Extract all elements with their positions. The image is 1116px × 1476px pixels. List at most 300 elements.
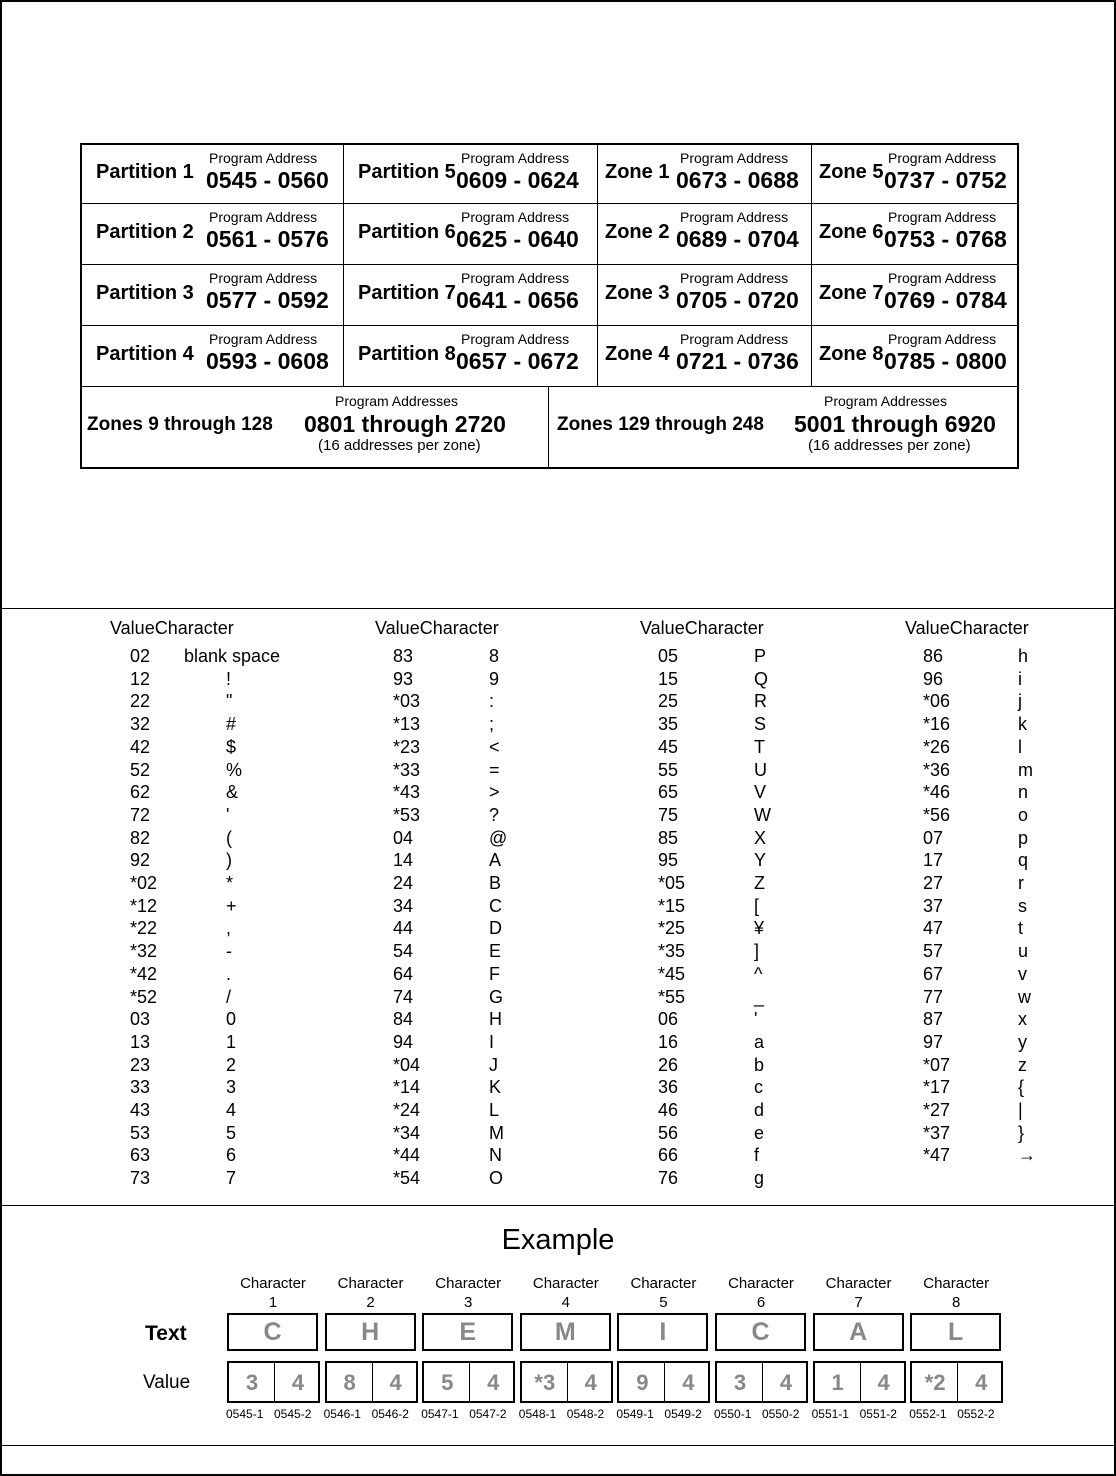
example-text-box: E bbox=[422, 1313, 513, 1351]
char-value: 56 bbox=[658, 1122, 679, 1143]
example-address-2: 0550-2 bbox=[762, 1407, 800, 1421]
char-value: 22 bbox=[130, 691, 151, 712]
char-table-row bbox=[0, 1123, 1116, 1146]
address-cell-label: Program Address bbox=[209, 150, 318, 166]
example-address-2: 0552-2 bbox=[957, 1407, 995, 1421]
char-table-row bbox=[0, 873, 1116, 896]
char-value: 57 bbox=[923, 941, 944, 962]
address-wide-label: Program Addresses bbox=[824, 393, 947, 409]
example-char-number: 1 bbox=[268, 1294, 278, 1311]
address-cell-name: Zone 4 bbox=[605, 342, 670, 365]
char-table-row bbox=[0, 850, 1116, 873]
char-value: 77 bbox=[923, 986, 944, 1007]
char-glyph: D bbox=[489, 918, 502, 939]
example-text-label: Text bbox=[145, 1322, 187, 1345]
example-value-digit-1: *3 bbox=[534, 1370, 556, 1395]
char-table-row bbox=[0, 896, 1116, 919]
example-char-number: 6 bbox=[756, 1294, 766, 1311]
char-value: 02 bbox=[130, 646, 151, 666]
address-cell-range: 0769 - 0784 bbox=[884, 287, 1007, 313]
char-glyph: u bbox=[1018, 941, 1029, 962]
example-value-box bbox=[715, 1361, 808, 1403]
example-address-1: 0546-1 bbox=[323, 1407, 361, 1421]
char-glyph: w bbox=[1018, 986, 1031, 1007]
char-glyph: J bbox=[489, 1054, 498, 1075]
char-glyph: ; bbox=[489, 714, 495, 735]
char-table-row bbox=[0, 918, 1116, 941]
example-value-digit-2: 4 bbox=[487, 1370, 500, 1395]
char-table-row bbox=[0, 941, 1116, 964]
char-glyph: T bbox=[754, 736, 765, 757]
example-value-box bbox=[910, 1361, 1003, 1403]
char-value: 82 bbox=[130, 827, 151, 848]
example-value-digit-1: 3 bbox=[733, 1370, 747, 1395]
example-value-digit-2: 4 bbox=[584, 1370, 597, 1395]
char-value: *02 bbox=[130, 873, 158, 893]
example-value-digit-2: 4 bbox=[975, 1370, 988, 1395]
char-glyph: → bbox=[1018, 1145, 1036, 1166]
address-cell-label: Program Address bbox=[888, 331, 997, 347]
example-value-box bbox=[617, 1361, 710, 1403]
char-value: *35 bbox=[658, 941, 686, 962]
char-value: 75 bbox=[658, 804, 679, 825]
char-glyph: j bbox=[1018, 691, 1022, 712]
char-glyph: P bbox=[754, 646, 767, 666]
char-glyph: s bbox=[1018, 895, 1027, 916]
address-wide-label: Program Addresses bbox=[335, 393, 458, 409]
example-address-2: 0548-2 bbox=[566, 1407, 605, 1421]
char-glyph: 5 bbox=[226, 1122, 237, 1143]
example-char-label bbox=[813, 1274, 905, 1312]
char-value: 93 bbox=[393, 668, 414, 689]
char-value: 66 bbox=[658, 1145, 679, 1166]
address-cell bbox=[598, 265, 812, 326]
program-address-table bbox=[80, 143, 1019, 469]
char-glyph: Z bbox=[754, 873, 765, 893]
example-value-box bbox=[520, 1361, 613, 1403]
char-glyph: ( bbox=[226, 827, 232, 848]
divider-bottom bbox=[0, 1445, 1116, 1446]
address-cell-range: 0609 - 0624 bbox=[456, 167, 579, 193]
char-glyph: x bbox=[1018, 1009, 1027, 1030]
char-glyph: @ bbox=[489, 827, 508, 848]
example-address-1: 0551-1 bbox=[811, 1407, 849, 1421]
char-glyph: : bbox=[489, 691, 495, 712]
char-glyph: i bbox=[1018, 668, 1022, 689]
char-value: *23 bbox=[393, 736, 421, 757]
char-glyph: ¥ bbox=[754, 918, 765, 939]
address-cell-label: Program Address bbox=[461, 331, 570, 347]
char-table-row bbox=[0, 782, 1116, 805]
address-cell-name: Partition 8 bbox=[358, 342, 456, 365]
char-table-header: ValueCharacter bbox=[375, 618, 499, 638]
char-value: 14 bbox=[393, 850, 414, 871]
address-cell-range: 0721 - 0736 bbox=[676, 348, 799, 374]
char-glyph: # bbox=[226, 714, 237, 735]
char-value: 55 bbox=[658, 759, 679, 780]
address-cell-label: Program Address bbox=[680, 209, 789, 225]
example-value-label: Value bbox=[143, 1372, 191, 1393]
char-glyph: c bbox=[754, 1077, 763, 1098]
address-cell-label: Program Address bbox=[209, 270, 318, 286]
address-cell-label: Program Address bbox=[888, 209, 997, 225]
example-address-1: 0549-1 bbox=[616, 1407, 654, 1421]
char-value: 64 bbox=[393, 963, 414, 984]
char-glyph: blank space bbox=[184, 646, 281, 666]
char-glyph: V bbox=[754, 782, 767, 803]
divider-top bbox=[0, 608, 1116, 609]
char-value: *55 bbox=[658, 986, 686, 1007]
example-address-2: 0546-2 bbox=[371, 1407, 409, 1421]
char-glyph: 3 bbox=[226, 1077, 237, 1098]
char-table-row bbox=[0, 1055, 1116, 1078]
example-value-digit-1: 5 bbox=[441, 1370, 454, 1395]
char-glyph: S bbox=[754, 714, 767, 735]
char-value: 96 bbox=[923, 668, 944, 689]
char-value: 07 bbox=[923, 827, 944, 848]
char-table-row bbox=[0, 737, 1116, 760]
char-glyph: Q bbox=[754, 668, 769, 689]
char-glyph: Y bbox=[754, 850, 767, 871]
char-value: 92 bbox=[130, 850, 151, 871]
char-glyph: O bbox=[489, 1168, 504, 1189]
char-glyph: 7 bbox=[226, 1168, 237, 1189]
address-cell-range: 0689 - 0704 bbox=[676, 226, 799, 252]
address-cell-name: Zone 3 bbox=[605, 281, 670, 304]
char-value: 76 bbox=[658, 1168, 679, 1189]
char-value: 94 bbox=[393, 1031, 414, 1052]
char-value: 12 bbox=[130, 668, 151, 689]
address-cell-label: Program Address bbox=[209, 331, 318, 347]
char-value: 15 bbox=[658, 668, 679, 689]
address-cell-label: Program Address bbox=[209, 209, 318, 225]
char-value: 16 bbox=[658, 1031, 679, 1052]
address-cell bbox=[344, 145, 598, 204]
char-value: 87 bbox=[923, 1009, 944, 1030]
address-cell-name: Zone 1 bbox=[605, 160, 670, 183]
char-glyph: e bbox=[754, 1122, 765, 1143]
char-value: 62 bbox=[130, 782, 151, 803]
address-cell-range: 0593 - 0608 bbox=[206, 348, 329, 374]
char-value: *17 bbox=[923, 1077, 951, 1098]
address-cell bbox=[598, 145, 812, 204]
char-glyph: 2 bbox=[226, 1054, 237, 1075]
char-glyph: } bbox=[1018, 1122, 1025, 1143]
char-glyph: t bbox=[1018, 918, 1024, 939]
char-value: 35 bbox=[658, 714, 679, 735]
char-glyph: h bbox=[1018, 646, 1029, 666]
char-glyph: / bbox=[226, 986, 232, 1007]
char-glyph: B bbox=[489, 873, 502, 893]
char-glyph: , bbox=[226, 918, 232, 939]
example-text-box: M bbox=[520, 1313, 611, 1351]
char-value: 43 bbox=[130, 1100, 151, 1120]
address-cell-label: Program Address bbox=[680, 331, 789, 347]
address-cell-label: Program Address bbox=[888, 150, 997, 166]
char-value: *56 bbox=[923, 804, 951, 825]
example-address-2: 0551-2 bbox=[859, 1407, 897, 1421]
example-char-label bbox=[520, 1274, 612, 1312]
char-value: *43 bbox=[393, 782, 421, 803]
char-table-header: ValueCharacter bbox=[905, 618, 1029, 638]
char-glyph: K bbox=[489, 1077, 502, 1098]
address-cell-name: Partition 1 bbox=[96, 160, 194, 183]
example-value-box bbox=[227, 1361, 320, 1403]
char-glyph: | bbox=[1018, 1100, 1023, 1120]
char-value: *15 bbox=[658, 895, 686, 916]
char-value: 33 bbox=[130, 1077, 151, 1098]
example-char-label bbox=[910, 1274, 1002, 1312]
char-glyph: y bbox=[1018, 1031, 1027, 1052]
example-char-word: Character bbox=[630, 1275, 697, 1292]
char-glyph: C bbox=[489, 895, 502, 916]
address-wide-note: (16 addresses per zone) bbox=[808, 437, 971, 454]
example-text-box: C bbox=[715, 1313, 806, 1351]
char-glyph: q bbox=[1018, 850, 1029, 871]
char-value: 25 bbox=[658, 691, 679, 712]
address-cell-name: Zone 6 bbox=[819, 220, 884, 243]
char-value: *12 bbox=[130, 895, 158, 916]
address-wide-note: (16 addresses per zone) bbox=[318, 437, 481, 454]
address-cell-name: Partition 3 bbox=[96, 281, 194, 304]
char-table-row bbox=[0, 669, 1116, 692]
char-value: 67 bbox=[923, 963, 944, 984]
char-glyph: n bbox=[1018, 782, 1029, 803]
char-value: 44 bbox=[393, 918, 414, 939]
example-value-digit-1: 1 bbox=[831, 1370, 844, 1395]
char-value: 47 bbox=[923, 918, 944, 939]
char-value: 74 bbox=[393, 986, 414, 1007]
address-cell-label: Program Address bbox=[680, 150, 789, 166]
char-value: *06 bbox=[923, 691, 951, 712]
char-value: 04 bbox=[393, 827, 414, 848]
char-value: 52 bbox=[130, 759, 151, 780]
char-table-row bbox=[0, 828, 1116, 851]
example-text-box: L bbox=[910, 1313, 1001, 1351]
char-value: *03 bbox=[393, 691, 421, 712]
address-cell-range: 0673 - 0688 bbox=[676, 167, 799, 193]
example-char-word: Character bbox=[728, 1275, 794, 1292]
char-glyph: p bbox=[1018, 827, 1029, 848]
char-value: 46 bbox=[658, 1100, 679, 1120]
char-value: 53 bbox=[130, 1122, 151, 1143]
char-value: 32 bbox=[130, 714, 151, 735]
char-glyph: 6 bbox=[226, 1145, 237, 1166]
char-glyph: a bbox=[754, 1031, 765, 1052]
char-value: *37 bbox=[923, 1122, 951, 1143]
char-value: 84 bbox=[393, 1009, 414, 1030]
example-address-2: 0545-2 bbox=[274, 1407, 312, 1421]
char-glyph: M bbox=[489, 1122, 504, 1143]
example-address-2: 0547-2 bbox=[469, 1407, 507, 1421]
char-glyph: 4 bbox=[226, 1100, 237, 1120]
char-glyph: - bbox=[226, 941, 232, 962]
char-value: *45 bbox=[658, 963, 686, 984]
char-table-row bbox=[0, 1100, 1116, 1123]
char-glyph: I bbox=[489, 1031, 495, 1052]
char-glyph: z bbox=[1018, 1054, 1027, 1075]
char-table-row bbox=[0, 1168, 1116, 1191]
example-address-2: 0549-2 bbox=[664, 1407, 702, 1421]
example-value-digit-1: 8 bbox=[343, 1370, 356, 1395]
address-cell bbox=[812, 145, 1019, 204]
address-cell-name: Partition 4 bbox=[96, 342, 194, 365]
address-cell bbox=[812, 204, 1019, 265]
char-glyph: ^ bbox=[754, 963, 763, 984]
example-char-number: 4 bbox=[561, 1294, 570, 1311]
address-cell-name: Partition 6 bbox=[358, 220, 456, 243]
char-value: *05 bbox=[658, 873, 686, 893]
char-glyph: F bbox=[489, 963, 500, 984]
address-cell bbox=[82, 265, 344, 326]
char-value: *26 bbox=[923, 736, 951, 757]
char-value: 24 bbox=[393, 873, 414, 893]
address-cell-range: 0737 - 0752 bbox=[884, 167, 1007, 193]
example-char-number: 7 bbox=[854, 1294, 863, 1311]
address-cell-label: Program Address bbox=[461, 150, 570, 166]
char-glyph: [ bbox=[754, 895, 760, 916]
char-table-row bbox=[0, 714, 1116, 737]
example-char-word: Character bbox=[923, 1275, 990, 1292]
example-address-1: 0547-1 bbox=[421, 1407, 459, 1421]
char-glyph: ' bbox=[754, 1009, 758, 1030]
address-cell-label: Program Address bbox=[888, 270, 997, 286]
address-cell bbox=[812, 265, 1019, 326]
example-value-digit-1: 9 bbox=[636, 1370, 649, 1395]
example-text-box: H bbox=[325, 1313, 416, 1351]
example-address-1: 0545-1 bbox=[226, 1407, 264, 1421]
char-glyph: { bbox=[1018, 1077, 1025, 1098]
char-glyph: E bbox=[489, 941, 502, 962]
char-glyph: 1 bbox=[226, 1031, 237, 1052]
example-value-digit-2: 4 bbox=[291, 1370, 305, 1395]
char-glyph: 8 bbox=[489, 646, 500, 666]
char-glyph: o bbox=[1018, 804, 1029, 825]
char-glyph: 0 bbox=[226, 1009, 237, 1030]
address-wide-cell bbox=[549, 387, 1019, 467]
address-cell bbox=[82, 204, 344, 265]
address-cell-range: 0641 - 0656 bbox=[456, 287, 579, 313]
char-glyph: W bbox=[754, 804, 771, 825]
example-value-box bbox=[422, 1361, 515, 1403]
char-value: 95 bbox=[658, 850, 679, 871]
address-cell-name: Zone 5 bbox=[819, 160, 884, 183]
char-table-row bbox=[0, 691, 1116, 714]
char-value: *32 bbox=[130, 941, 158, 962]
char-value: 63 bbox=[130, 1145, 151, 1166]
char-value: 13 bbox=[130, 1031, 151, 1052]
char-value: 73 bbox=[130, 1168, 151, 1189]
char-value: 97 bbox=[923, 1031, 944, 1052]
char-glyph: _ bbox=[754, 986, 765, 1007]
char-value: *33 bbox=[393, 759, 421, 780]
address-cell-label: Program Address bbox=[680, 270, 789, 286]
char-glyph: N bbox=[489, 1145, 502, 1166]
char-value: *34 bbox=[393, 1122, 421, 1143]
example-char-number: 5 bbox=[659, 1294, 668, 1311]
address-cell-name: Partition 5 bbox=[358, 160, 456, 183]
address-cell bbox=[598, 204, 812, 265]
char-glyph: > bbox=[489, 782, 500, 803]
char-glyph: $ bbox=[226, 736, 237, 757]
example-text-box: C bbox=[227, 1313, 318, 1351]
char-glyph: & bbox=[226, 782, 239, 803]
char-value: 06 bbox=[658, 1009, 679, 1030]
char-value: *42 bbox=[130, 963, 158, 984]
example-char-word: Character bbox=[240, 1275, 306, 1292]
char-value: *22 bbox=[130, 918, 158, 939]
char-value: 36 bbox=[658, 1077, 679, 1098]
example-value-box bbox=[813, 1361, 906, 1403]
char-glyph: H bbox=[489, 1009, 502, 1030]
char-table-row bbox=[0, 1145, 1116, 1168]
char-glyph: r bbox=[1018, 873, 1024, 893]
example-value-digit-1: 3 bbox=[245, 1370, 259, 1395]
example-text-box: I bbox=[617, 1313, 708, 1351]
char-value: *52 bbox=[130, 986, 158, 1007]
char-glyph: 9 bbox=[489, 668, 500, 689]
char-glyph: ? bbox=[489, 804, 500, 825]
example-title: Example bbox=[501, 1224, 615, 1256]
char-glyph: = bbox=[489, 759, 500, 780]
char-value: *36 bbox=[923, 759, 951, 780]
char-value: 65 bbox=[658, 782, 679, 803]
char-table-row bbox=[0, 1009, 1116, 1032]
char-value: *16 bbox=[923, 714, 951, 735]
address-cell bbox=[598, 326, 812, 387]
char-value: 17 bbox=[923, 850, 944, 871]
char-table-row bbox=[0, 646, 1116, 669]
example-address-1: 0550-1 bbox=[714, 1407, 752, 1421]
example-char-label bbox=[325, 1274, 417, 1312]
char-value: 42 bbox=[130, 736, 151, 757]
char-glyph: . bbox=[226, 963, 232, 984]
example-char-label bbox=[715, 1274, 807, 1312]
example-char-number: 3 bbox=[464, 1294, 473, 1311]
char-glyph: ] bbox=[754, 941, 760, 962]
address-cell bbox=[812, 326, 1019, 387]
char-value: *07 bbox=[923, 1054, 951, 1075]
address-cell-name: Zone 7 bbox=[819, 281, 884, 304]
example-char-label bbox=[227, 1274, 319, 1312]
char-value: 27 bbox=[923, 873, 944, 893]
address-cell-range: 0785 - 0800 bbox=[884, 348, 1007, 374]
char-value: *44 bbox=[393, 1145, 421, 1166]
example-char-word: Character bbox=[435, 1275, 502, 1292]
char-glyph: A bbox=[489, 850, 502, 871]
char-value: 45 bbox=[658, 736, 679, 757]
char-value: *25 bbox=[658, 918, 686, 939]
char-value: 72 bbox=[130, 804, 151, 825]
address-cell bbox=[82, 145, 344, 204]
char-value: 37 bbox=[923, 895, 944, 916]
char-value: *46 bbox=[923, 782, 951, 803]
char-table-row bbox=[0, 964, 1116, 987]
char-glyph: v bbox=[1018, 963, 1027, 984]
address-cell-name: Zone 2 bbox=[605, 220, 670, 243]
example-address-1: 0548-1 bbox=[518, 1407, 557, 1421]
example-value-digit-2: 4 bbox=[877, 1370, 890, 1395]
char-value: *54 bbox=[393, 1168, 421, 1189]
char-value: *13 bbox=[393, 714, 421, 735]
char-glyph: U bbox=[754, 759, 767, 780]
char-glyph: d bbox=[754, 1100, 765, 1120]
char-glyph: ! bbox=[226, 668, 232, 689]
example-char-number: 2 bbox=[366, 1294, 375, 1311]
address-cell-range: 0657 - 0672 bbox=[456, 348, 579, 374]
char-value: 23 bbox=[130, 1054, 151, 1075]
example-char-word: Character bbox=[532, 1275, 599, 1292]
